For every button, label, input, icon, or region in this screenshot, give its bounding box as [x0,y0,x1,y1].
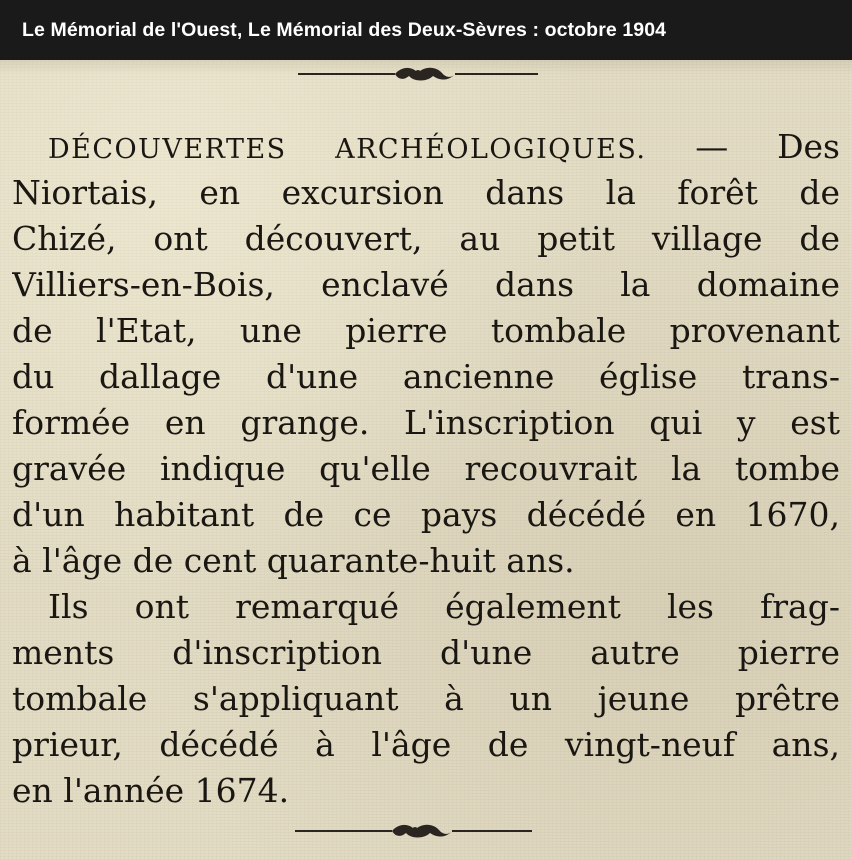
article-line: Ils ont remarqué également les frag- [48,587,840,626]
article-line: Villiers-en-Bois, enclavé dans la domaine [12,265,840,304]
article-line: à l'âge de cent quarante-huit ans. [12,541,575,580]
article-line: tombale s'appliquant à un jeune prêtre [12,679,840,718]
article-heading-continuation: — Des [646,127,840,166]
article-line: de l'Etat, une pierre tombale provenant [12,311,840,350]
article-line: Chizé, ont découvert, au petit village de [12,219,840,258]
bottom-ornament-svg [0,819,852,843]
article-line: gravée indique qu'elle recouvrait la tombe [12,449,840,488]
window-title-bar [0,0,852,60]
article-heading-line [48,126,840,168]
bottom-ornament-rule [0,819,852,843]
article-line: ments d'inscription d'une autre pierre [12,633,840,672]
article-line: Niortais, en excursion dans la forêt de [12,173,840,212]
article-heading: DÉCOUVERTES ARCHÉOLOGIQUES. [48,134,647,165]
article-line: du dallage d'une ancienne église trans- [12,357,840,396]
article-line: d'un habitant de ce pays décédé en 1670, [12,495,840,534]
top-ornament-svg [0,60,852,84]
window-title: Le Mémorial de l'Ouest, Le Mémorial des Deux-Sèvres : octobre 1904 [22,18,667,41]
top-ornament-rule [0,60,852,84]
article-line: formée en grange. L'inscription qui y est [12,403,840,442]
article-line: prieur, décédé à l'âge de vingt-neuf ans, [12,725,840,764]
article-line: en l'année 1674. [12,771,290,810]
